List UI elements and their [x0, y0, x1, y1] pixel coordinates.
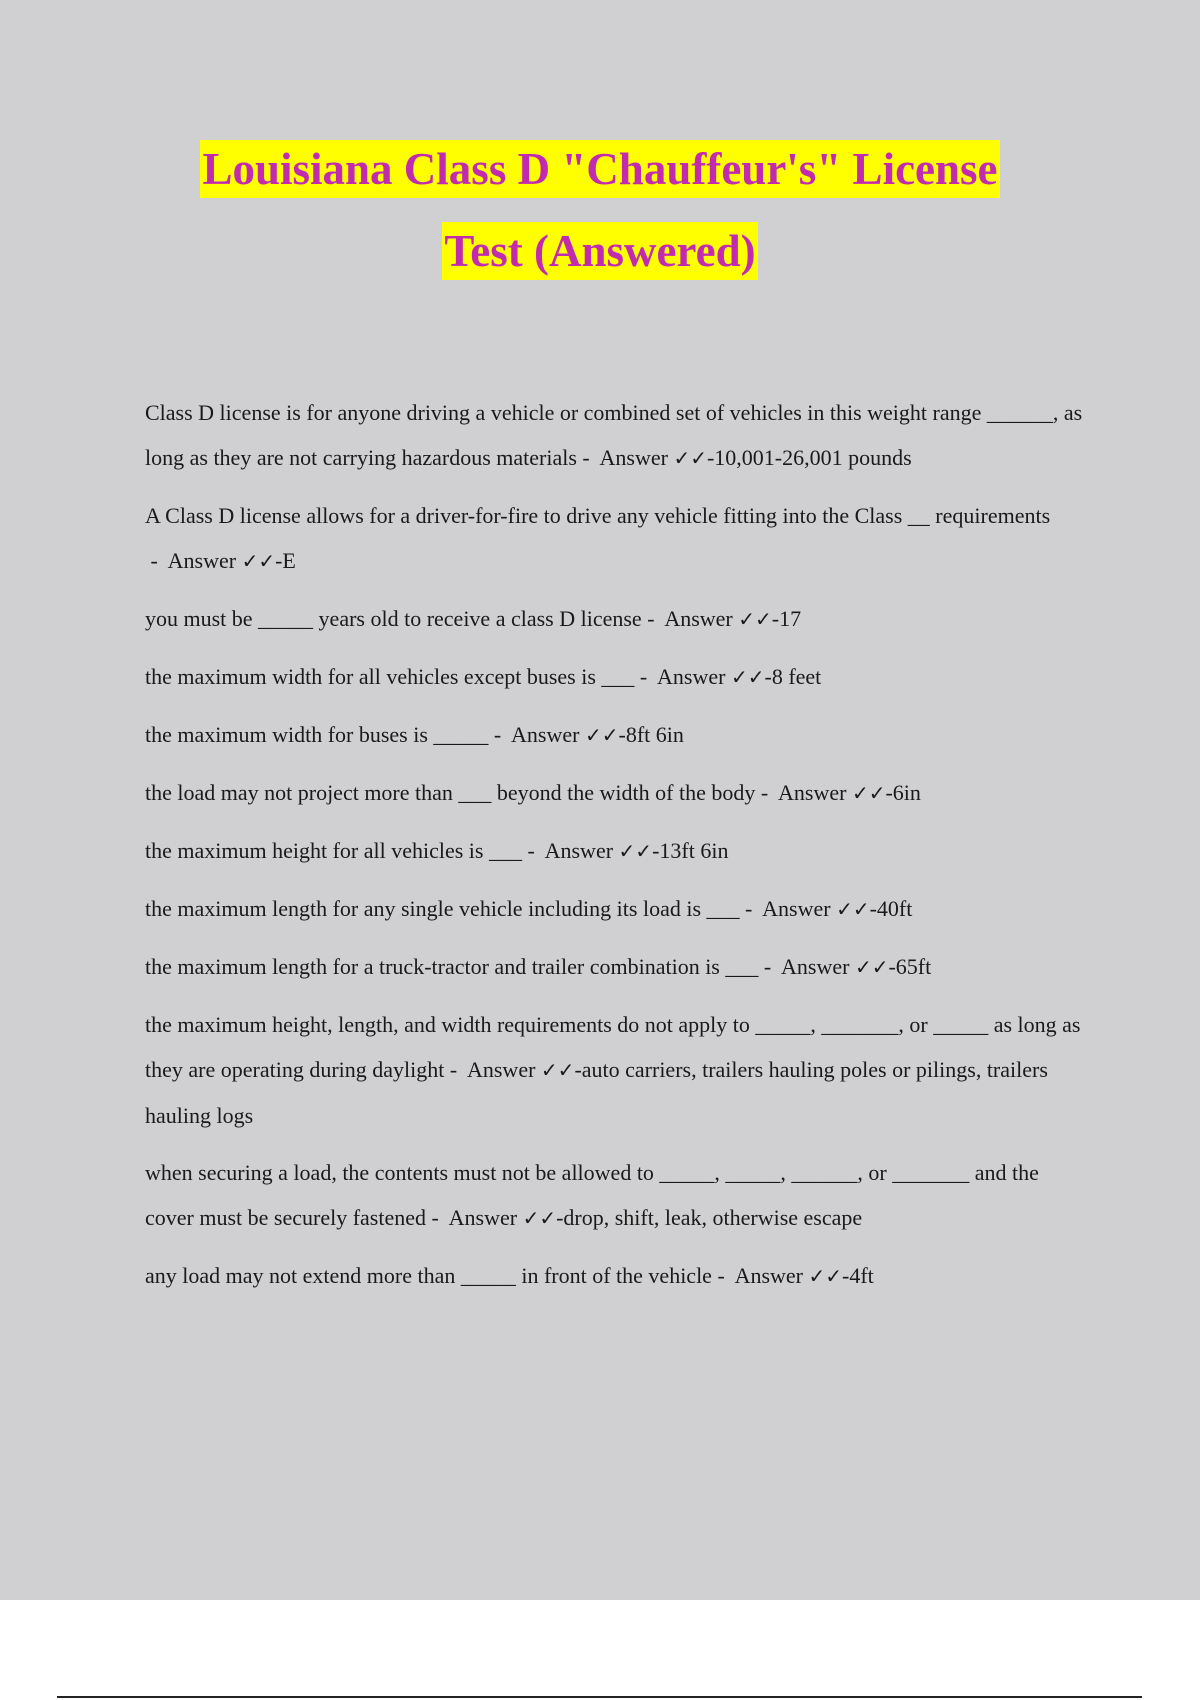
qa-item: you must be _____ years old to receive a class D license - Answer ✓✓-17 — [145, 606, 802, 631]
double-check-icon: ✓✓ — [540, 1058, 575, 1082]
answer-text: 6in — [892, 780, 921, 805]
question-text: the maximum height for all vehicles is ___ — [145, 838, 522, 863]
title-line-2: Test (Answered) — [442, 222, 757, 280]
answer-label: Answer — [664, 606, 733, 631]
answer-label: Answer — [511, 722, 580, 747]
answer-label: Answer — [599, 445, 668, 470]
question-text: the maximum length for any single vehicle including its load is ___ — [145, 896, 740, 921]
answer-label: Answer — [544, 838, 614, 863]
qa-item: the maximum length for a truck-tractor and trailer combination is ___ - Answer ✓✓-65ft — [145, 954, 932, 979]
footer-divider — [57, 1696, 1142, 1698]
answer-label: Answer — [167, 548, 237, 573]
double-check-icon: ✓✓ — [522, 1206, 557, 1230]
question-text: A Class D license allows for a driver-for-fire to drive any vehicle fitting into the Class __ requirements — [145, 503, 1051, 528]
answer-text: 8ft 6in — [625, 722, 684, 747]
answer-text: auto carriers, trailers hauling poles or pilings, trailers hauling logs — [145, 1057, 1048, 1128]
answer-text: 4ft — [849, 1263, 874, 1288]
question-text: the load may not project more than ___ beyond the width of the body — [145, 780, 756, 805]
answer-text: 10,001-26,001 pounds — [714, 445, 912, 470]
qa-item: the maximum height, length, and width requirements do not apply to _____, _______, or _____ as long as they are operating during daylight - Answer ✓✓-auto carriers, trailers hauling poles or pilings, trailers hauling logs — [145, 1012, 1081, 1128]
answer-text: 65ft — [895, 954, 932, 979]
question-text: any load may not extend more than _____ in front of the vehicle — [145, 1263, 712, 1288]
answer-text: 17 — [779, 606, 802, 631]
double-check-icon: ✓✓ — [584, 723, 619, 747]
answer-label: Answer — [448, 1205, 518, 1230]
title-line-1: Louisiana Class D "Chauffeur's" License — [200, 140, 999, 198]
question-text: when securing a load, the contents must not be allowed to _____, _____, ______, or _______ and the cover must be securely fastened — [145, 1160, 1039, 1230]
answer-label: Answer — [466, 1057, 536, 1082]
answer-text: 8 feet — [771, 664, 822, 689]
qa-item: the maximum length for any single vehicle including its load is ___ - Answer ✓✓-40ft — [145, 896, 913, 921]
question-text: the maximum length for a truck-tractor and trailer combination is ___ — [145, 954, 759, 979]
qa-item: Class D license is for anyone driving a vehicle or combined set of vehicles in this weight range ______, as long as they are not carrying hazardous materials - Answer ✓✓-10,001-26,001 pounds — [145, 400, 1083, 470]
qa-item: any load may not extend more than _____ in front of the vehicle - Answer ✓✓-4ft — [145, 1263, 874, 1288]
answer-text: 13ft 6in — [659, 838, 729, 863]
qa-item: when securing a load, the contents must not be allowed to _____, _____, ______, or _______ and the cover must be securely fastened - Answer ✓✓-drop, shift, leak, otherwise escape — [145, 1160, 1039, 1230]
qa-item: the maximum width for buses is _____ - Answer ✓✓-8ft 6in — [145, 722, 684, 747]
qa-item: the maximum height for all vehicles is ___ - Answer ✓✓-13ft 6in — [145, 838, 729, 863]
answer-label: Answer — [778, 780, 847, 805]
answer-label: Answer — [762, 896, 831, 921]
answer-label: Answer — [734, 1263, 804, 1288]
double-check-icon: ✓✓ — [673, 446, 707, 470]
question-text: Class D license is for anyone driving a vehicle or combined set of vehicles in this weight range ______, as long as they are not carrying hazardous materials — [145, 400, 1083, 470]
answer-text: drop, shift, leak, otherwise escape — [563, 1205, 863, 1230]
question-list — [145, 390, 1090, 1299]
question-text: you must be _____ years old to receive a class D license — [145, 606, 642, 631]
double-check-icon: ✓✓ — [854, 955, 889, 979]
page-title — [0, 140, 1200, 280]
double-check-icon: ✓✓ — [730, 665, 765, 689]
double-check-icon: ✓✓ — [836, 897, 870, 921]
double-check-icon: ✓✓ — [618, 839, 653, 863]
qa-item: A Class D license allows for a driver-for-fire to drive any vehicle fitting into the Class __ requirements - Answer ✓✓-E — [145, 503, 1051, 573]
qa-item: the load may not project more than ___ beyond the width of the body - Answer ✓✓-6in — [145, 780, 921, 805]
double-check-icon: ✓✓ — [851, 781, 886, 805]
answer-text: 40ft — [876, 896, 913, 921]
qa-item: the maximum width for all vehicles except buses is ___ - Answer ✓✓-8 feet — [145, 664, 822, 689]
double-check-icon: ✓✓ — [738, 607, 772, 631]
question-text: the maximum width for all vehicles except buses is ___ — [145, 664, 635, 689]
question-text: the maximum width for buses is _____ — [145, 722, 489, 747]
double-check-icon: ✓✓ — [808, 1264, 843, 1288]
answer-label: Answer — [781, 954, 850, 979]
double-check-icon: ✓✓ — [241, 549, 276, 573]
question-text: the maximum height, length, and width requirements do not apply to _____, _______, or _____ as long as they are operating during daylight — [145, 1012, 1081, 1082]
answer-label: Answer — [657, 664, 726, 689]
answer-text: E — [282, 548, 296, 573]
